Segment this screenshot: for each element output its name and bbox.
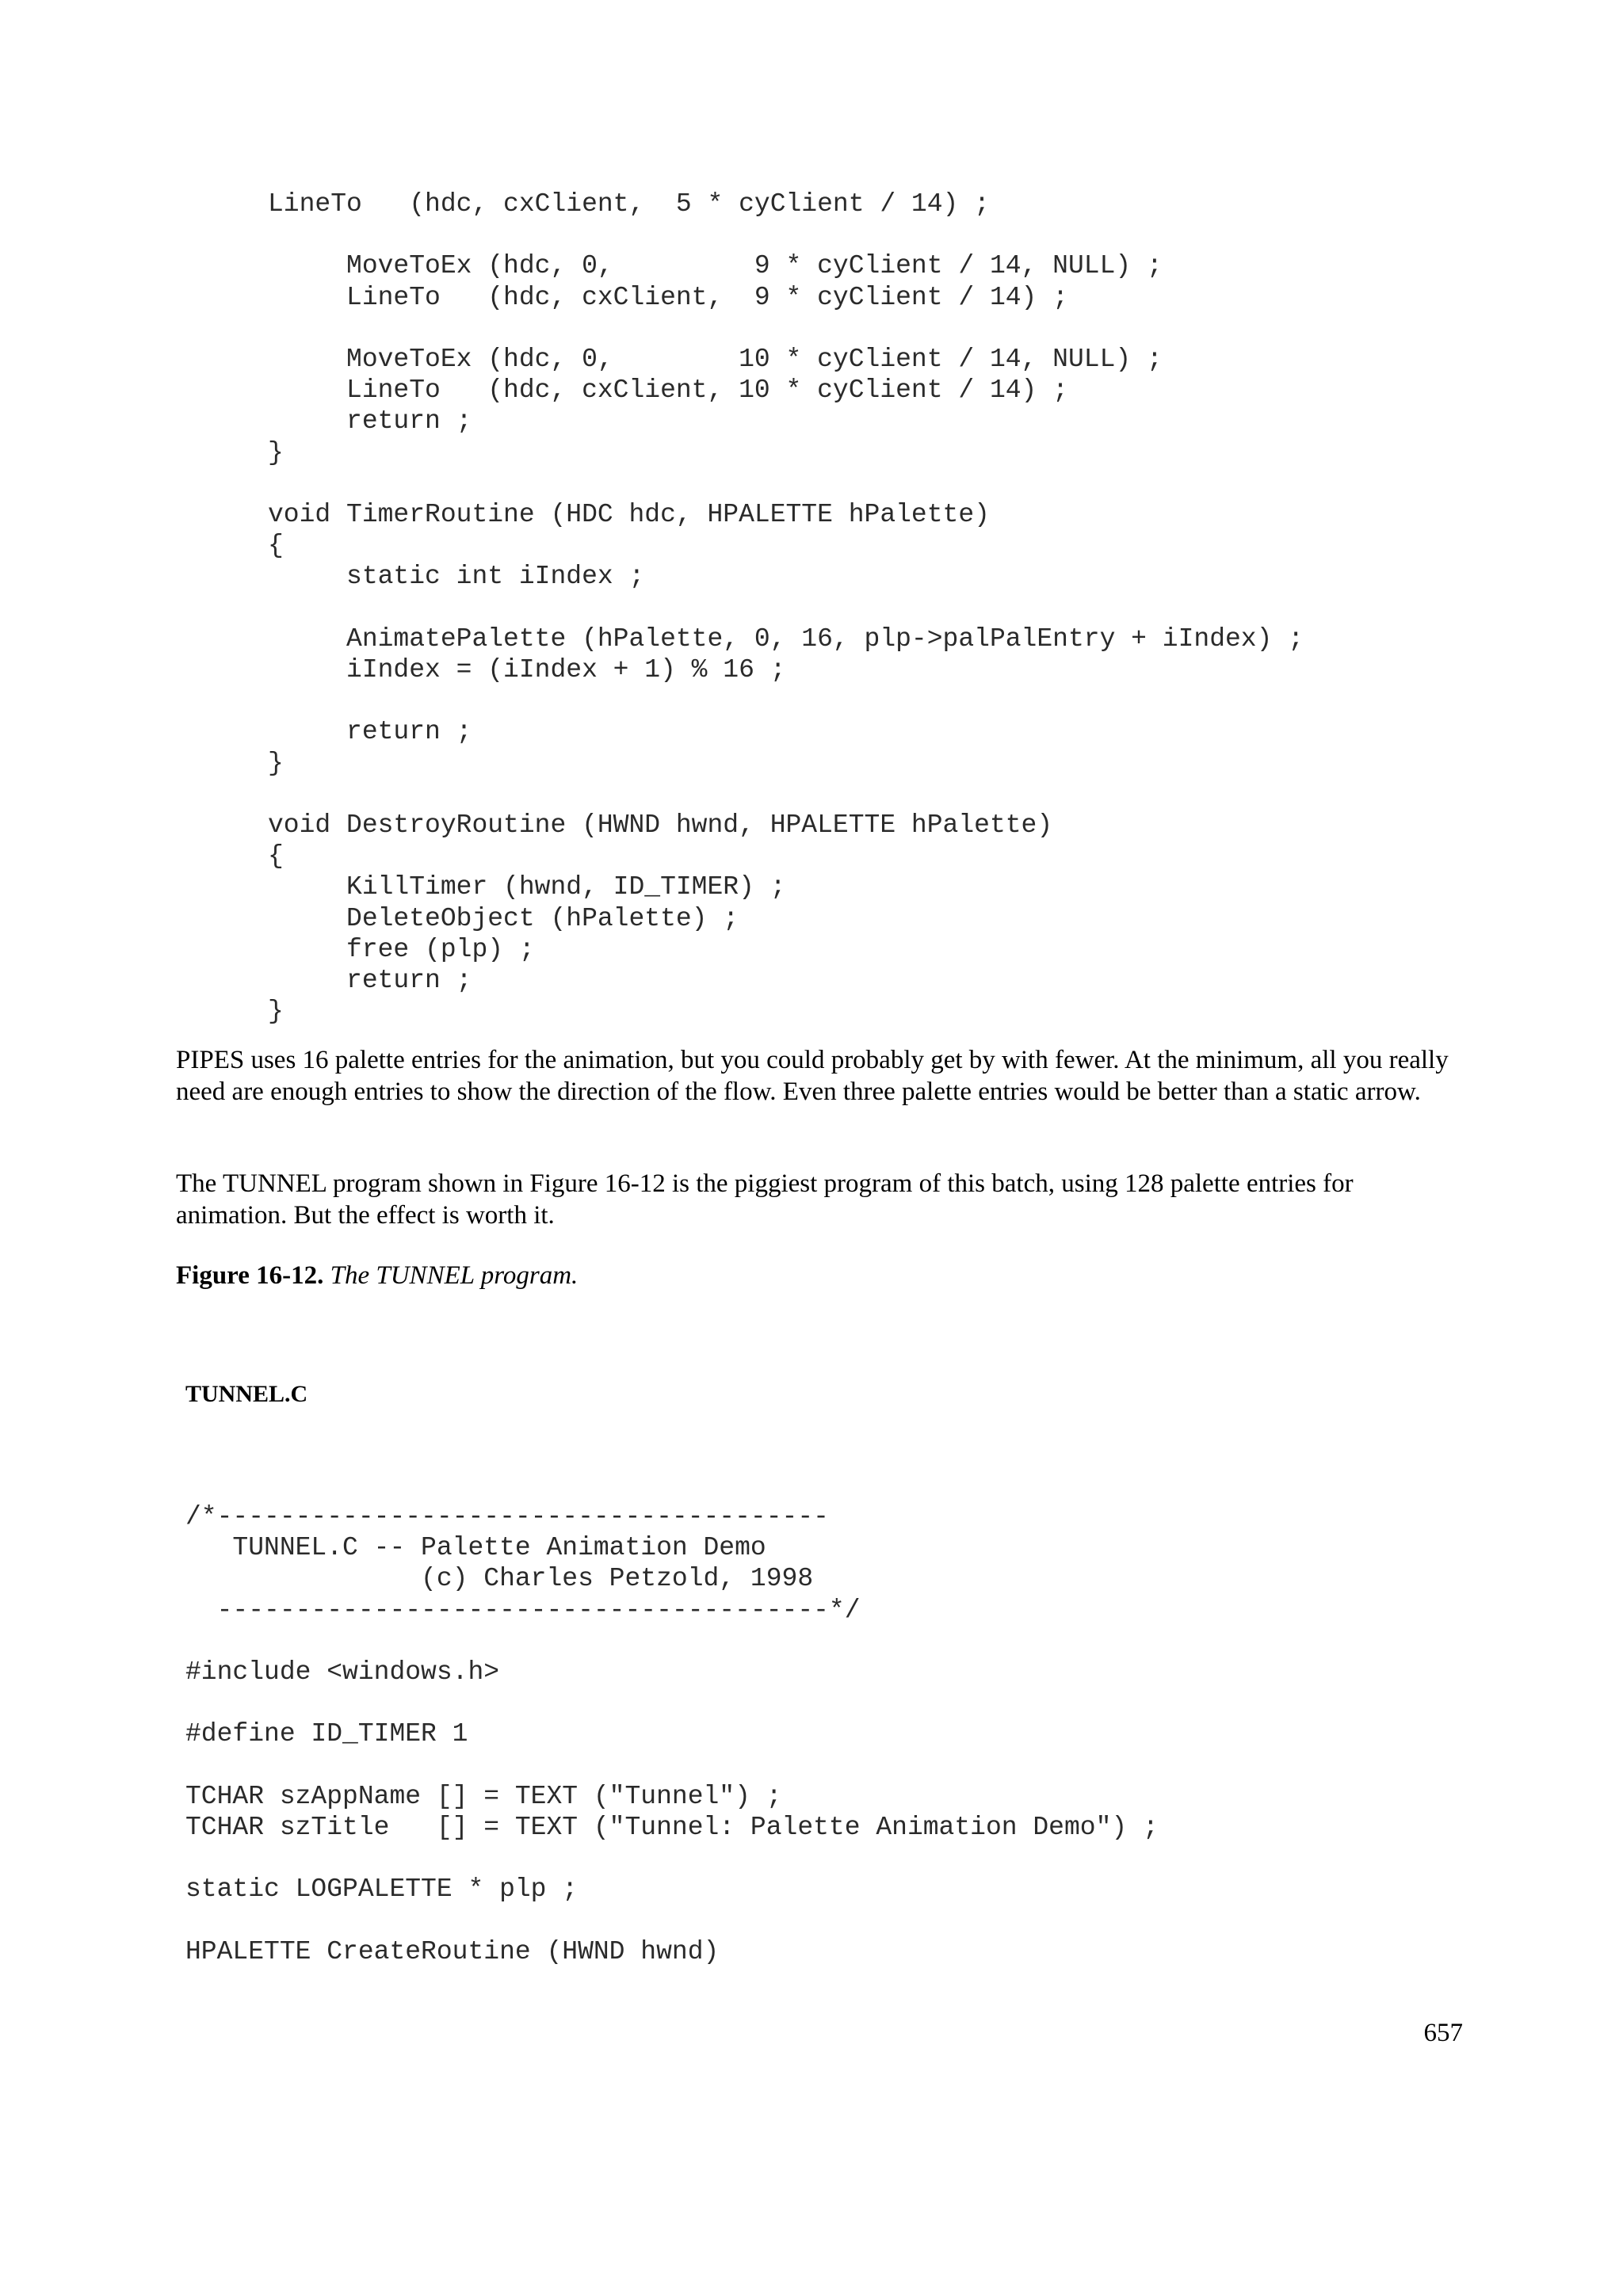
page-number: 657 [1423, 2019, 1463, 2047]
body-paragraph-tunnel: The TUNNEL program shown in Figure 16-12 is the piggiest program of this batch, using 128 palette entries for animation. But the effect is worth it. [176, 1169, 1354, 1230]
code-listing-bottom: /*--------------------------------------- TUNNEL.C -- Palette Animation Demo (c) Charles Petzold, 1998 ---------------------------------------*/ #include <windows.h> #define ID_TIMER 1 TCHAR szAppName [] = TEXT ("Tunnel") ; TCHAR szTitle [] = TEXT ("Tunnel: Palette Animation Demo") ; static LOGPALETTE * plp ; HPALETTE CreateRoutine (HWND hwnd) [185, 1502, 1159, 1966]
figure-title: The TUNNEL program. [330, 1261, 579, 1290]
figure-caption [176, 1260, 1468, 1291]
figure-number: Figure 16-12. [176, 1261, 324, 1290]
body-paragraph-pipes: PIPES uses 16 palette entries for the animation, but you could probably get by with fewer. At the minimum, all you really need are enough entries to show the direction of the flow. Even three palette entries would be better than a static arrow. [176, 1046, 1449, 1106]
code-listing-top: LineTo (hdc, cxClient, 5 * cyClient / 14) ; MoveToEx (hdc, 0, 9 * cyClient / 14, NULL) ; LineTo (hdc, cxClient, 9 * cyClient / 14) ; MoveToEx (hdc, 0, 10 * cyClient / 14, NULL) ; LineTo (hdc, cxClient, 10 * cyClient / 14) ; return ; } void TimerRoutine (HDC hdc, HPALETTE hPalette) { static int iIndex ; AnimatePalette (hPalette, 0, 16, plp->palPalEntry + iIndex) ; iIndex = (iIndex + 1) % 16 ; return ; } void DestroyRoutine (HWND hwnd, HPALETTE hPalette) { KillTimer (hwnd, ID_TIMER) ; DeleteObject (hPalette) ; free (plp) ; return ; } [268, 189, 1304, 1027]
file-heading: TUNNEL.C [185, 1381, 308, 1407]
